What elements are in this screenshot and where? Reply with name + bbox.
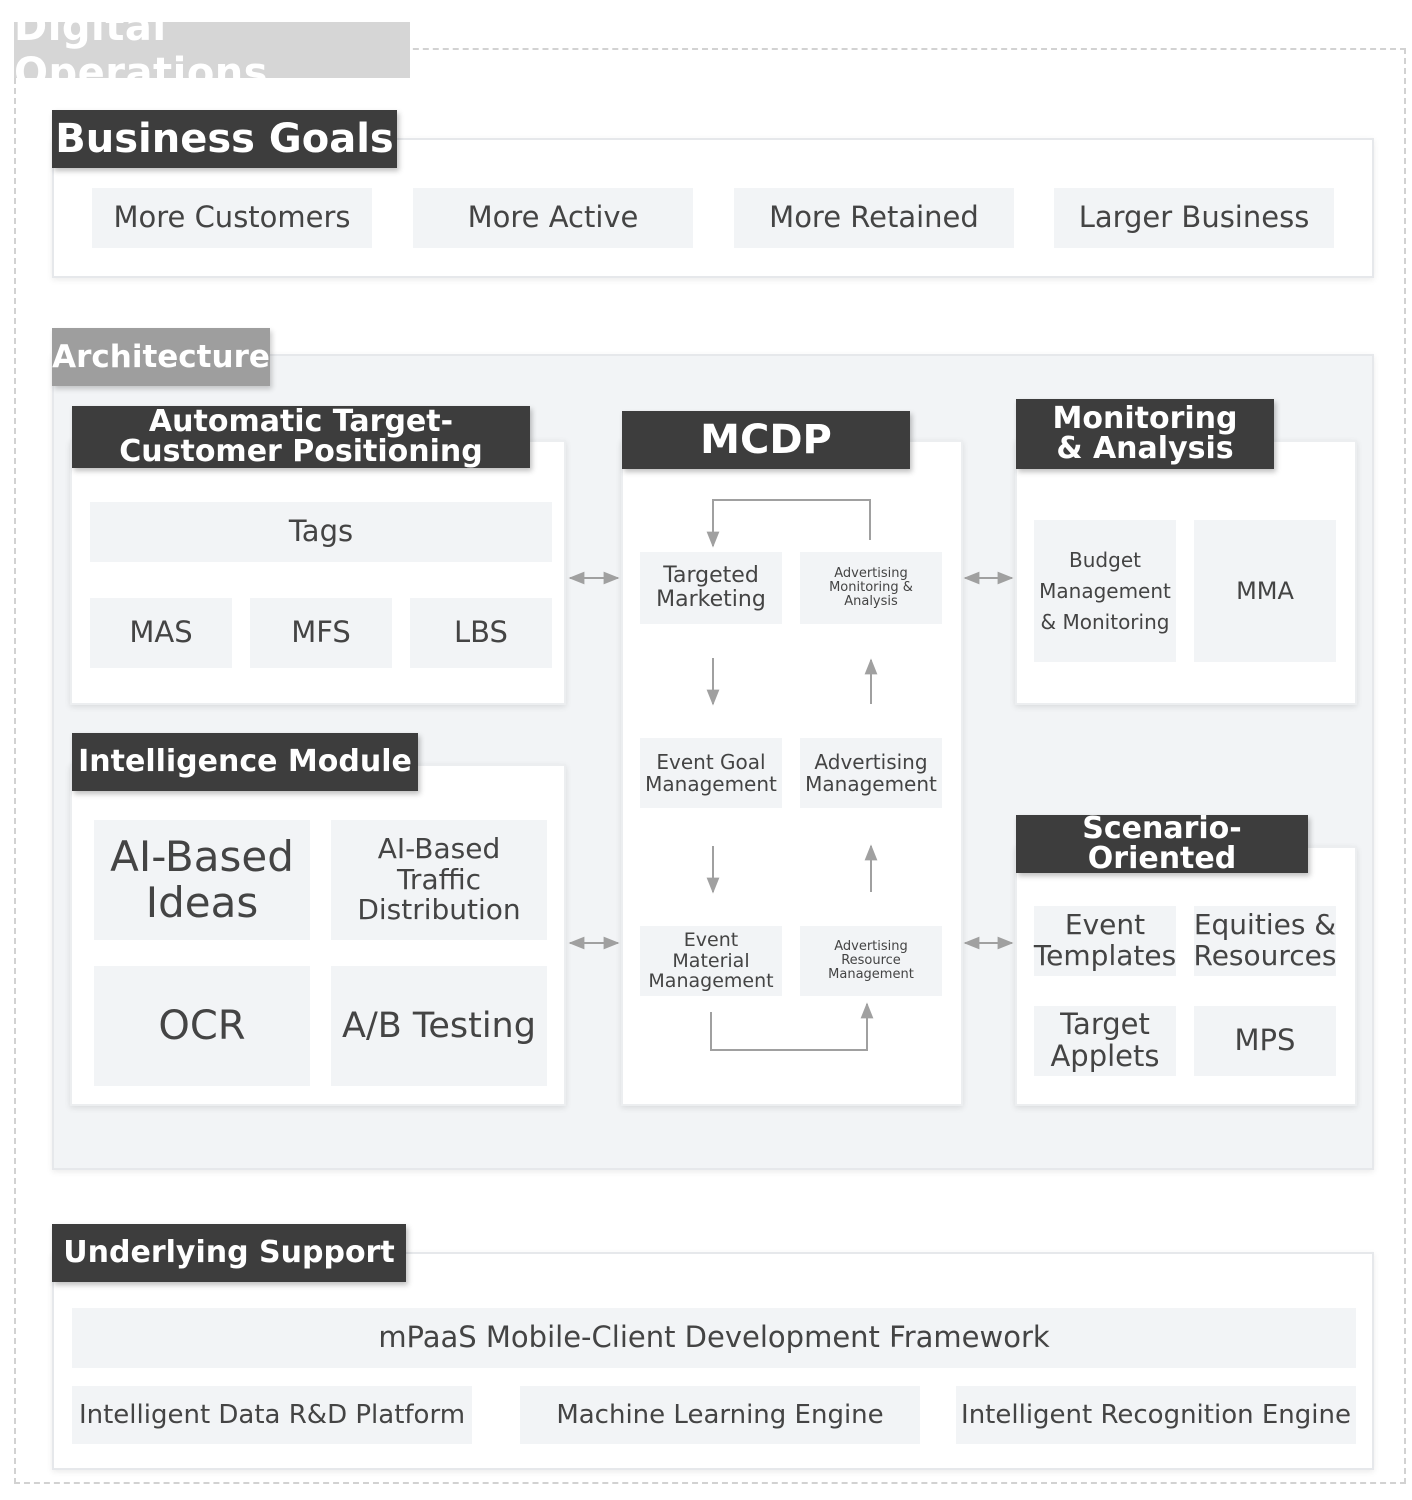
architecture-title: Architecture	[52, 328, 270, 386]
ab-testing-box: A/B Testing	[331, 966, 547, 1086]
page-title: Digital Operations	[14, 22, 410, 78]
ml-engine-box: Machine Learning Engine	[520, 1386, 920, 1444]
intelligence-title: Intelligence Module	[72, 733, 418, 791]
ad-management-box: Advertising Management	[800, 738, 942, 808]
event-material-box: Event Material Management	[640, 926, 782, 996]
goal-more-active: More Active	[413, 188, 693, 248]
loop-top-arrow	[713, 500, 870, 546]
monitoring-title: Monitoring & Analysis	[1016, 399, 1274, 469]
goal-more-customers: More Customers	[92, 188, 372, 248]
mps-box: MPS	[1194, 1006, 1336, 1076]
equities-box: Equities & Resources	[1194, 906, 1336, 976]
mcdp-title: MCDP	[622, 411, 910, 469]
targeted-marketing-box: Targeted Marketing	[640, 552, 782, 624]
mfs-box: MFS	[250, 598, 392, 668]
budget-box: Budget Management & Monitoring	[1034, 520, 1176, 662]
business-goals-title: Business Goals	[52, 110, 397, 168]
mma-box: MMA	[1194, 520, 1336, 662]
lbs-box: LBS	[410, 598, 552, 668]
goal-more-retained: More Retained	[734, 188, 1014, 248]
recognition-engine-box: Intelligent Recognition Engine	[956, 1386, 1356, 1444]
data-platform-box: Intelligent Data R&D Platform	[72, 1386, 472, 1444]
loop-bottom-arrow	[711, 1004, 867, 1050]
event-templates-box: Event Templates	[1034, 906, 1176, 976]
ai-traffic-box: AI-Based Traffic Distribution	[331, 820, 547, 940]
ad-monitoring-box: Advertising Monitoring & Analysis	[800, 552, 942, 624]
mas-box: MAS	[90, 598, 232, 668]
event-goal-box: Event Goal Management	[640, 738, 782, 808]
tags-box: Tags	[90, 502, 552, 562]
ai-ideas-box: AI-Based Ideas	[94, 820, 310, 940]
underlying-support-title: Underlying Support	[52, 1224, 406, 1282]
ad-resource-box: Advertising Resource Management	[800, 926, 942, 996]
goal-larger-business: Larger Business	[1054, 188, 1334, 248]
targeting-title: Automatic Target-Customer Positioning	[72, 406, 530, 468]
ocr-box: OCR	[94, 966, 310, 1086]
target-applets-box: Target Applets	[1034, 1006, 1176, 1076]
mpaas-framework-box: mPaaS Mobile-Client Development Framework	[72, 1308, 1356, 1368]
scenario-title: Scenario-Oriented	[1016, 815, 1308, 873]
